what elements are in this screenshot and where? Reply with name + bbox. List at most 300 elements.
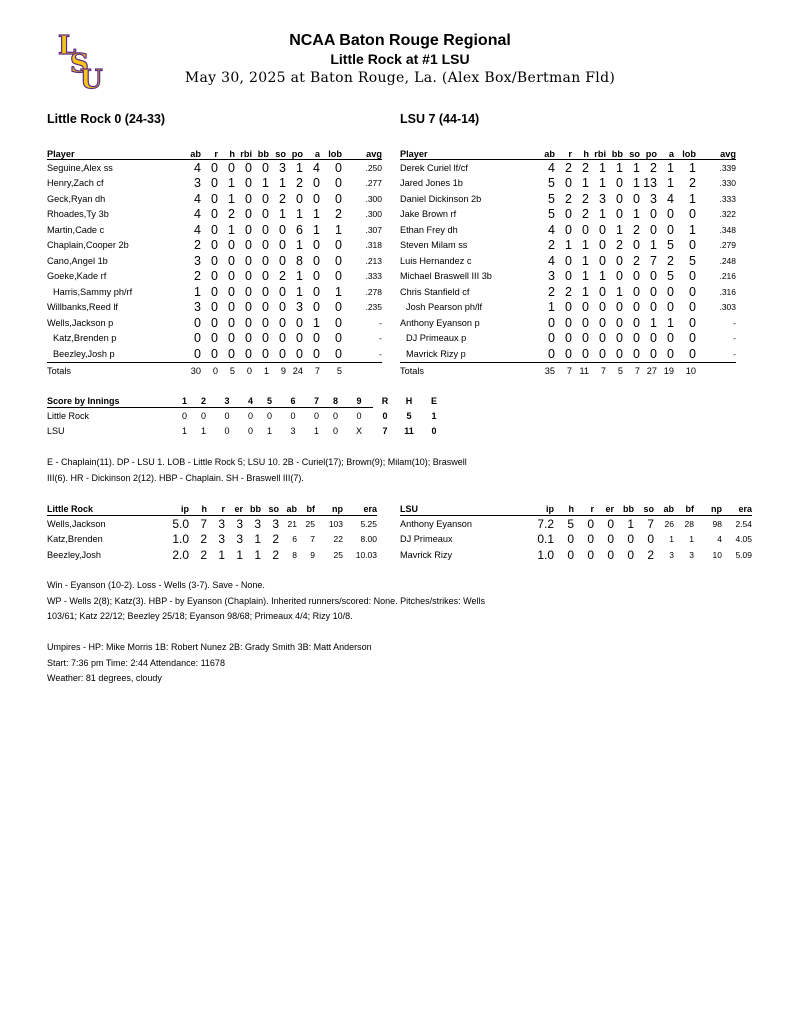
stat-cell: 0 xyxy=(335,300,342,315)
stat-cell: 7 xyxy=(310,534,315,545)
inning-score: 0 xyxy=(332,426,338,437)
stat-cell: 0 xyxy=(286,346,303,362)
stat-cell: 0 xyxy=(667,300,674,315)
stat-cell: 0 xyxy=(565,269,572,284)
pitcher-name: Mavrick Rizy xyxy=(400,549,453,560)
stat-cell: 1 xyxy=(599,207,606,222)
report-title: NCAA Baton Rouge Regional xyxy=(289,32,511,49)
rhe-value: 7 xyxy=(382,426,388,437)
stat-cell: 0 xyxy=(313,269,320,284)
stat-cell: 0 xyxy=(572,346,589,362)
player-row xyxy=(400,284,736,300)
stat-cell: 0 xyxy=(211,191,218,206)
column-header: r xyxy=(207,502,225,516)
stat-cell: 0 xyxy=(616,176,623,191)
rhe-header: H xyxy=(405,395,413,406)
totals-row xyxy=(400,362,736,379)
stat-cell: 1 xyxy=(279,176,286,191)
player-name: Rhoades,Ty 3b xyxy=(47,209,109,220)
stat-cell: 0 xyxy=(616,315,623,330)
dateline: May 30, 2025 at Baton Rouge, La. (Alex Box/Bertman Fld) xyxy=(184,70,616,86)
stat-cell: 0 xyxy=(667,331,674,346)
stat-cell: 1 xyxy=(689,160,696,175)
stat-cell: 0 xyxy=(262,238,269,253)
player-name: Steven Milam ss xyxy=(400,240,468,251)
stat-cell: 0 xyxy=(520,346,555,362)
batting-average: .235 xyxy=(365,302,382,313)
batting-average: .333 xyxy=(719,193,736,204)
stat-cell: 10 xyxy=(712,549,722,560)
stat-cell: 3 xyxy=(254,516,261,531)
stat-cell: 0 xyxy=(211,315,218,330)
pitching-heading: LSU xyxy=(400,502,524,516)
stat-cell: 1 xyxy=(228,191,235,206)
stat-cell: 0 xyxy=(228,300,235,315)
stat-cell: 4 xyxy=(548,253,555,268)
stat-cell: 0 xyxy=(565,315,572,330)
stat-cell: 2 xyxy=(548,238,555,253)
stat-cell: 0 xyxy=(269,346,286,362)
player-row xyxy=(47,300,382,316)
stat-cell: 0 xyxy=(616,191,623,206)
stat-cell: 0 xyxy=(201,346,218,362)
stat-cell: 0 xyxy=(657,346,674,362)
stat-cell: 1 xyxy=(633,207,640,222)
player-name: Geck,Ryan dh xyxy=(47,193,106,204)
stat-cell: 1 xyxy=(296,160,303,175)
player-row xyxy=(47,207,382,223)
player-name: Beezley,Josh p xyxy=(47,346,157,362)
player-row xyxy=(47,331,382,347)
innings-row xyxy=(47,424,447,440)
pitcher-name: Wells,Jackson xyxy=(47,518,106,529)
stat-cell: 1 xyxy=(599,269,606,284)
inning-header: 6 xyxy=(279,394,307,408)
stat-cell: 1 xyxy=(667,176,674,191)
column-header: so xyxy=(634,502,654,516)
stat-cell: 1 xyxy=(548,300,555,315)
stat-cell: 5.0 xyxy=(172,516,189,531)
stat-cell: 5 xyxy=(667,269,674,284)
stat-cell: 0 xyxy=(689,284,696,299)
stat-cell: 0 xyxy=(599,284,606,299)
total-cell: 30 xyxy=(190,365,201,376)
stat-cell: 0 xyxy=(245,238,252,253)
column-header: r xyxy=(201,146,218,160)
stat-cell: 1 xyxy=(650,238,657,253)
batting-average: .213 xyxy=(365,255,382,266)
stat-cell: 28 xyxy=(684,518,694,529)
stat-cell: 4 xyxy=(548,160,555,175)
batting-average: .216 xyxy=(719,271,736,282)
stat-cell: 0 xyxy=(320,346,342,362)
stat-cell: 0 xyxy=(565,207,572,222)
stat-cell: 2 xyxy=(633,253,640,268)
stat-cell: 0 xyxy=(567,547,574,562)
stat-cell: 0 xyxy=(335,238,342,253)
stat-cell: 0 xyxy=(245,269,252,284)
batting-average: .248 xyxy=(719,255,736,266)
stat-cell: 1 xyxy=(599,160,606,175)
rhe-value: 5 xyxy=(406,410,412,421)
stat-cell: 0 xyxy=(228,331,235,346)
total-cell: 7 xyxy=(314,365,320,376)
stat-cell: 0 xyxy=(245,284,252,299)
player-name: Harris,Sammy ph/rf xyxy=(53,286,133,297)
totals-label: Totals xyxy=(47,365,71,376)
stat-cell: 0 xyxy=(674,346,696,362)
stat-cell: 2 xyxy=(200,532,207,547)
stat-cell: 1 xyxy=(313,315,320,330)
stat-cell: 8 xyxy=(296,253,303,268)
total-cell: 24 xyxy=(292,365,303,376)
svg-text:U: U xyxy=(80,65,103,90)
stat-cell: 0 xyxy=(235,346,252,362)
stat-cell: 0 xyxy=(313,253,320,268)
player-row xyxy=(400,331,736,347)
column-header: so xyxy=(623,146,640,160)
stat-cell: 0 xyxy=(633,315,640,330)
column-header: bb xyxy=(243,502,261,516)
stat-cell: 0 xyxy=(245,176,252,191)
column-header: ab xyxy=(654,502,674,516)
batting-average: .322 xyxy=(719,209,736,220)
stat-cell: 0 xyxy=(667,222,674,237)
player-name: Daniel Dickinson 2b xyxy=(400,193,482,204)
stat-cell: 0 xyxy=(599,300,606,315)
stat-cell: 0 xyxy=(565,253,572,268)
stat-cell: 0 xyxy=(157,346,201,362)
stat-cell: 2 xyxy=(582,191,589,206)
stat-cell: 0 xyxy=(296,331,303,346)
pitching-summary xyxy=(47,578,567,625)
column-header: bb xyxy=(252,146,269,160)
notes-line-2: III(6). HR - Dickinson 2(12). HBP - Chaplain. SH - Braswell III(7). xyxy=(47,472,304,483)
stat-cell: 1 xyxy=(627,516,634,531)
stat-cell: 2 xyxy=(279,269,286,284)
batting-average: .316 xyxy=(719,286,736,297)
stat-cell: 0 xyxy=(335,176,342,191)
stat-cell: 5 xyxy=(548,207,555,222)
stat-cell: 2 xyxy=(667,253,674,268)
stat-cell: 0 xyxy=(633,269,640,284)
column-header: po xyxy=(286,146,303,160)
batting-average: - xyxy=(733,333,736,344)
column-header: bf xyxy=(674,502,694,516)
stat-cell: 3 xyxy=(599,191,606,206)
stat-cell: 0 xyxy=(303,346,320,362)
stat-cell: 1 xyxy=(669,534,674,545)
batting-average: .277 xyxy=(365,178,382,189)
stat-cell: 21 xyxy=(287,518,297,529)
inning-header: 8 xyxy=(326,394,345,408)
stat-cell: 2 xyxy=(616,238,623,253)
inning-score: 0 xyxy=(313,410,319,421)
rhe-header: E xyxy=(430,395,437,406)
stat-cell: 0 xyxy=(607,532,614,547)
player-row xyxy=(47,253,382,269)
stat-cell: 25 xyxy=(333,549,343,560)
stat-cell: 1 xyxy=(667,315,674,330)
inning-score: 1 xyxy=(181,426,187,437)
inning-score: 3 xyxy=(290,426,296,437)
box-header-row xyxy=(400,146,736,160)
total-cell: 10 xyxy=(685,365,696,376)
batting-average: - xyxy=(733,317,736,328)
stat-cell: 0 xyxy=(633,284,640,299)
stat-cell: 1 xyxy=(254,532,261,547)
stat-cell: 0 xyxy=(335,269,342,284)
total-cell: 7 xyxy=(634,365,640,376)
box-header-row xyxy=(47,146,382,160)
stat-cell: 0 xyxy=(279,315,286,330)
stat-cell: 0 xyxy=(616,331,623,346)
column-header: h xyxy=(218,146,235,160)
player-row xyxy=(400,269,736,285)
stat-cell: 0 xyxy=(262,269,269,284)
stat-cell: 0 xyxy=(211,160,218,175)
rhe-value: 11 xyxy=(404,426,414,437)
stat-cell: 3 xyxy=(548,269,555,284)
stat-cell: 0 xyxy=(616,300,623,315)
stat-cell: 1 xyxy=(667,160,674,175)
inning-score: 1 xyxy=(200,426,206,437)
stat-cell: 1 xyxy=(616,222,623,237)
notes-line-1: E - Chaplain(11). DP - LSU 1. LOB - Little Rock 5; LSU 10. 2B - Curiel(17); Brown(9); Milam(10); Braswell xyxy=(47,457,467,467)
stat-cell: 0 xyxy=(667,284,674,299)
rhe-value: 0 xyxy=(431,426,437,437)
stat-cell: 4 xyxy=(194,191,201,206)
batting-average: .279 xyxy=(719,240,736,251)
column-header: er xyxy=(225,502,243,516)
stat-cell: 0 xyxy=(313,284,320,299)
total-cell: 1 xyxy=(263,365,269,376)
pitcher-row xyxy=(400,547,752,563)
stat-cell: 0 xyxy=(228,238,235,253)
stat-cell: 13 xyxy=(643,176,657,191)
batting-average: .348 xyxy=(719,224,736,235)
total-cell: 27 xyxy=(646,365,657,376)
player-row xyxy=(47,315,382,331)
stat-cell: 6 xyxy=(296,222,303,237)
stat-cell: 0 xyxy=(689,207,696,222)
stat-cell: 0 xyxy=(582,315,589,330)
stat-cell: 1 xyxy=(616,284,623,299)
stat-cell: 0 xyxy=(262,284,269,299)
stat-cell: 0 xyxy=(211,238,218,253)
batting-average: .318 xyxy=(365,240,382,251)
stat-cell: 1 xyxy=(582,284,589,299)
column-header: rbi xyxy=(235,146,252,160)
player-row xyxy=(47,222,382,238)
inning-header: 2 xyxy=(194,394,213,408)
stat-cell: 0 xyxy=(582,300,589,315)
stat-cell: 1 xyxy=(633,160,640,175)
stat-cell: 9 xyxy=(310,549,315,560)
stat-cell: 4 xyxy=(194,207,201,222)
player-row xyxy=(400,160,736,176)
column-header: np xyxy=(694,502,722,516)
stat-cell: 22 xyxy=(333,534,343,545)
column-header: bb xyxy=(614,502,634,516)
home-pitching xyxy=(400,502,752,563)
pitcher-row xyxy=(47,516,377,532)
stat-cell: 0.1 xyxy=(537,532,554,547)
column-header: lob xyxy=(674,146,696,160)
stat-cell: 0 xyxy=(587,532,594,547)
stat-cell: 1 xyxy=(582,176,589,191)
batting-average: - xyxy=(342,346,382,362)
stat-cell: 0 xyxy=(335,253,342,268)
stat-cell: 0 xyxy=(279,238,286,253)
stat-cell: 0 xyxy=(627,547,634,562)
stat-cell: 0 xyxy=(296,315,303,330)
column-header: ip xyxy=(524,502,554,516)
totals-row xyxy=(47,362,382,379)
pitcher-name: Beezley,Josh xyxy=(47,549,101,560)
inning-score: 1 xyxy=(266,426,272,437)
stat-cell: 1 xyxy=(650,315,657,330)
inning-score: 0 xyxy=(356,410,362,421)
batting-average: - xyxy=(696,346,736,362)
stat-cell: 0 xyxy=(245,207,252,222)
inning-score: 0 xyxy=(247,426,253,437)
player-name: Chris Stanfield cf xyxy=(400,286,470,297)
game-info xyxy=(47,640,567,687)
player-name: Josh Pearson ph/lf xyxy=(406,302,483,313)
stat-cell: 0 xyxy=(279,284,286,299)
stat-cell: 4 xyxy=(194,222,201,237)
stat-cell: 1 xyxy=(228,222,235,237)
column-header: era xyxy=(722,502,752,516)
inning-header: 7 xyxy=(307,394,326,408)
column-header: avg xyxy=(342,146,382,160)
stat-cell: 0 xyxy=(689,331,696,346)
stat-cell: 1 xyxy=(296,269,303,284)
stat-cell: 0 xyxy=(335,191,342,206)
column-header: bb xyxy=(606,146,623,160)
stat-cell: 0 xyxy=(218,346,235,362)
stat-cell: 0 xyxy=(599,238,606,253)
stat-cell: 5 xyxy=(548,176,555,191)
stat-cell: 0 xyxy=(335,160,342,175)
pitching-heading: Little Rock xyxy=(47,502,165,516)
player-name: Willbanks,Reed lf xyxy=(47,302,118,313)
pitcher-row xyxy=(400,516,752,532)
start-line: Start: 7:36 pm Time: 2:44 Attendance: 11678 xyxy=(47,657,225,668)
player-name: Katz,Brenden p xyxy=(53,333,117,344)
stat-cell: 0 xyxy=(606,346,623,362)
total-cell: 9 xyxy=(280,365,286,376)
stat-cell: 0 xyxy=(262,315,269,330)
weather-line: Weather: 81 degrees, cloudy xyxy=(47,673,162,683)
stat-cell: 0 xyxy=(633,191,640,206)
stat-cell: 1 xyxy=(689,534,694,545)
stat-cell: 0 xyxy=(211,300,218,315)
inning-score: X xyxy=(355,426,362,437)
stat-cell: 0 xyxy=(582,331,589,346)
pitcher-name: DJ Primeaux xyxy=(400,534,453,545)
stat-cell: 0 xyxy=(623,346,640,362)
pitcher-row xyxy=(47,547,377,563)
stat-cell: 2 xyxy=(272,532,279,547)
stat-cell: 1 xyxy=(335,222,342,237)
stat-cell: 10.03 xyxy=(355,549,377,560)
column-header: ab xyxy=(279,502,297,516)
stat-cell: 1 xyxy=(296,207,303,222)
stat-cell: 0 xyxy=(616,253,623,268)
stat-cell: 0 xyxy=(228,160,235,175)
column-header: Player xyxy=(400,146,520,160)
column-header: avg xyxy=(696,146,736,160)
stat-cell: 1 xyxy=(582,269,589,284)
innings-row xyxy=(47,408,447,424)
home-box-score xyxy=(400,146,736,379)
stat-cell: 0 xyxy=(647,532,654,547)
player-name: Chaplain,Cooper 2b xyxy=(47,240,129,251)
player-row xyxy=(400,207,736,223)
player-name: Mavrick Rizy p xyxy=(400,346,520,362)
batting-average: .307 xyxy=(365,224,382,235)
stat-cell: 1 xyxy=(633,176,640,191)
stat-cell: 4.05 xyxy=(735,534,752,545)
player-row xyxy=(400,253,736,269)
stat-cell: 4 xyxy=(313,160,320,175)
stat-cell: 4 xyxy=(667,191,674,206)
stat-cell: 2 xyxy=(633,222,640,237)
inning-header: 9 xyxy=(345,394,373,408)
player-name: Anthony Eyanson p xyxy=(400,317,480,328)
player-name: DJ Primeaux p xyxy=(406,333,467,344)
stat-cell: 0 xyxy=(689,269,696,284)
team-name: Little Rock xyxy=(47,410,90,421)
stat-cell: 3 xyxy=(279,160,286,175)
lsu-logo xyxy=(56,28,106,90)
stat-cell: 2 xyxy=(565,160,572,175)
stat-cell: 0 xyxy=(262,300,269,315)
stat-cell: 0 xyxy=(228,315,235,330)
column-header: po xyxy=(640,146,657,160)
stat-cell: 0 xyxy=(555,346,572,362)
stat-cell: 1 xyxy=(565,238,572,253)
column-header: r xyxy=(555,146,572,160)
player-row xyxy=(400,222,736,238)
inning-score: 1 xyxy=(313,426,319,437)
player-name: Ethan Frey dh xyxy=(400,224,458,235)
stat-cell: 0 xyxy=(194,331,201,346)
stat-cell: 0 xyxy=(599,222,606,237)
stat-cell: 0 xyxy=(582,222,589,237)
stat-cell: 0 xyxy=(587,516,594,531)
column-header: ab xyxy=(157,146,201,160)
stat-cell: 26 xyxy=(664,518,674,529)
player-row xyxy=(47,160,382,176)
stat-cell: 0 xyxy=(279,300,286,315)
empty-cell xyxy=(342,362,382,379)
innings-heading: Score by Innings xyxy=(47,394,175,408)
stat-cell: 3 xyxy=(194,253,201,268)
player-row xyxy=(47,284,382,300)
inning-header: 1 xyxy=(175,394,194,408)
player-row xyxy=(400,191,736,207)
stat-cell: 1 xyxy=(218,547,225,562)
stat-cell: 0 xyxy=(245,300,252,315)
player-name: Jake Brown rf xyxy=(400,209,457,220)
stat-cell: 0 xyxy=(262,253,269,268)
stat-cell: 0 xyxy=(228,284,235,299)
matchup-title: Little Rock at #1 LSU xyxy=(330,51,470,67)
player-name: Goeke,Kade rf xyxy=(47,271,107,282)
